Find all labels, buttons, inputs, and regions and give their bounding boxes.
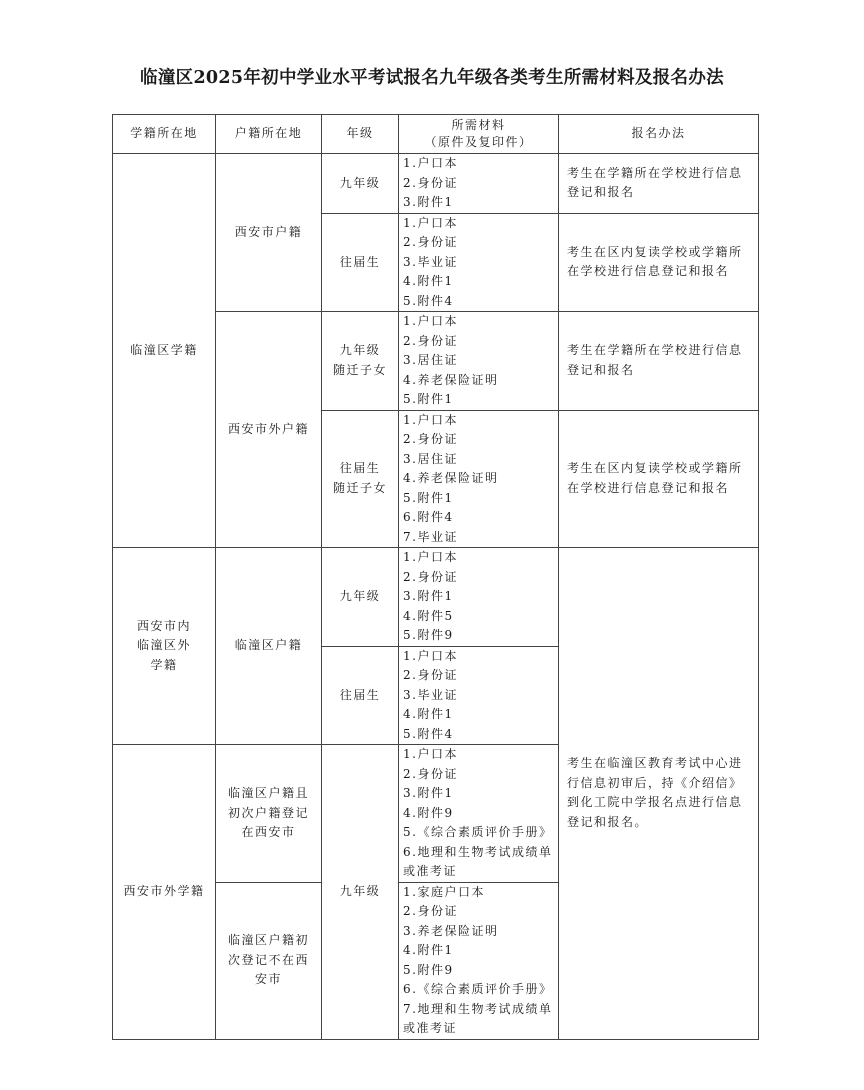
school-reg-line: 临潼区外 [136, 638, 191, 653]
material-item: 5.附件9 [403, 628, 454, 642]
header-method: 报名办法 [559, 115, 759, 154]
material-item: 5.附件4 [403, 726, 454, 741]
material-item: 5.附件1 [403, 490, 454, 505]
materials-cell [399, 882, 559, 1039]
grade-line: 往届生 [339, 461, 381, 476]
grade-cell [322, 312, 399, 411]
material-item: 3.居住证 [403, 353, 458, 367]
material-item: 2.身份证 [403, 432, 458, 446]
materials-cell [399, 646, 559, 745]
material-item: 2.身份证 [403, 569, 458, 584]
school-reg-line: 学籍 [150, 657, 178, 672]
material-item: 7.毕业证 [403, 529, 458, 544]
material-item: 2.身份证 [403, 668, 458, 682]
material-item: 6.附件4 [403, 510, 454, 524]
household-reg-line: 次登记不在西 [227, 952, 309, 967]
materials-cell [399, 213, 559, 312]
household-reg-lintong: 临潼区户籍 [216, 548, 322, 745]
materials-cell [399, 745, 559, 883]
material-item: 5.《综合素质评价手册》 [403, 825, 553, 839]
material-item: 6.地理和生物考试成绩单或准考证 [403, 844, 553, 878]
material-item: 4.附件5 [403, 608, 454, 623]
material-item: 5.附件1 [403, 392, 454, 406]
material-item: 4.附件1 [403, 274, 454, 288]
material-item: 3.居住证 [403, 451, 458, 466]
material-item: 2.身份证 [403, 333, 458, 348]
material-item: 3.附件1 [403, 786, 454, 800]
material-item: 1.户口本 [403, 412, 458, 427]
household-reg-line: 在西安市 [241, 825, 296, 839]
school-reg-xian-outside-lintong [113, 548, 216, 745]
method-cell: 考生在学籍所在学校进行信息登记和报名 [559, 312, 759, 411]
material-item: 2.身份证 [403, 904, 458, 918]
material-item: 3.养老保险证明 [403, 923, 499, 938]
material-item: 1.户口本 [403, 747, 458, 761]
material-item: 5.附件9 [403, 962, 454, 977]
header-materials [399, 115, 559, 154]
grade-cell: 九年级 [322, 154, 399, 214]
material-item: 3.毕业证 [403, 254, 458, 269]
material-item: 3.附件1 [403, 589, 454, 603]
material-item: 1.户口本 [403, 314, 458, 328]
material-item: 4.养老保险证明 [403, 471, 499, 485]
method-cell: 考生在学籍所在学校进行信息登记和报名 [559, 154, 759, 214]
grade-cell: 九年级 [322, 548, 399, 647]
household-reg-xian: 西安市户籍 [216, 154, 322, 312]
requirements-table [112, 114, 759, 1040]
material-item: 1.家庭户口本 [403, 884, 485, 899]
table-row [113, 548, 759, 647]
material-item: 1.户口本 [403, 215, 458, 230]
household-reg-outside-xian: 西安市外户籍 [216, 312, 322, 548]
material-item: 3.附件1 [403, 195, 454, 209]
school-reg-lintong: 临潼区学籍 [113, 154, 216, 548]
material-item: 2.身份证 [403, 766, 458, 781]
page-title: 临潼区2025年初中学业水平考试报名九年级各类考生所需材料及报名办法 [140, 68, 724, 88]
material-item: 1.户口本 [403, 648, 458, 663]
school-reg-line: 西安市内 [136, 618, 191, 633]
grade-cell: 九年级 [322, 745, 399, 1040]
header-materials-line2: （原件及复印件） [424, 135, 533, 149]
grade-line: 九年级 [339, 343, 381, 358]
material-item: 1.户口本 [403, 550, 458, 564]
household-reg-lintong-first-not-in-xian [216, 882, 322, 1039]
materials-cell [399, 312, 559, 411]
household-reg-line: 初次户籍登记 [227, 805, 309, 820]
material-item: 2.身份证 [403, 235, 458, 249]
grade-cell: 往届生 [322, 213, 399, 312]
material-item: 1.户口本 [403, 156, 458, 170]
material-item: 4.附件1 [403, 943, 454, 957]
material-item: 4.养老保险证明 [403, 372, 499, 387]
header-school-registration: 学籍所在地 [113, 115, 216, 154]
household-reg-line: 临潼区户籍且 [227, 786, 309, 800]
method-cell-merged: 考生在临潼区教育考试中心进行信息初审后，持《介绍信》到化工院中学报名点进行信息登记和报名。 [559, 548, 759, 1040]
material-item: 4.附件1 [403, 707, 454, 721]
header-row [113, 115, 759, 154]
method-cell: 考生在区内复读学校或学籍所在学校进行信息登记和报名 [559, 410, 759, 548]
material-item: 2.身份证 [403, 175, 458, 190]
materials-cell [399, 548, 559, 647]
grade-cell: 往届生 [322, 646, 399, 745]
table-row [113, 154, 759, 214]
header-grade: 年级 [322, 115, 399, 154]
household-reg-line: 临潼区户籍初 [227, 933, 309, 948]
grade-line: 随迁子女 [332, 480, 387, 495]
household-reg-line: 安市 [254, 972, 282, 987]
school-reg-outside-xian: 西安市外学籍 [113, 745, 216, 1040]
material-item: 4.附件9 [403, 805, 454, 820]
household-reg-lintong-first-in-xian [216, 745, 322, 883]
materials-cell [399, 410, 559, 548]
grade-cell [322, 410, 399, 548]
material-item: 7.地理和生物考试成绩单或准考证 [403, 1001, 553, 1035]
material-item: 6.《综合素质评价手册》 [403, 982, 553, 996]
material-item: 3.毕业证 [403, 687, 458, 702]
header-materials-line1: 所需材料 [451, 118, 506, 132]
header-household-registration: 户籍所在地 [216, 115, 322, 154]
grade-line: 随迁子女 [332, 362, 387, 377]
materials-cell [399, 154, 559, 214]
method-cell: 考生在区内复读学校或学籍所在学校进行信息登记和报名 [559, 213, 759, 312]
material-item: 5.附件4 [403, 293, 454, 308]
